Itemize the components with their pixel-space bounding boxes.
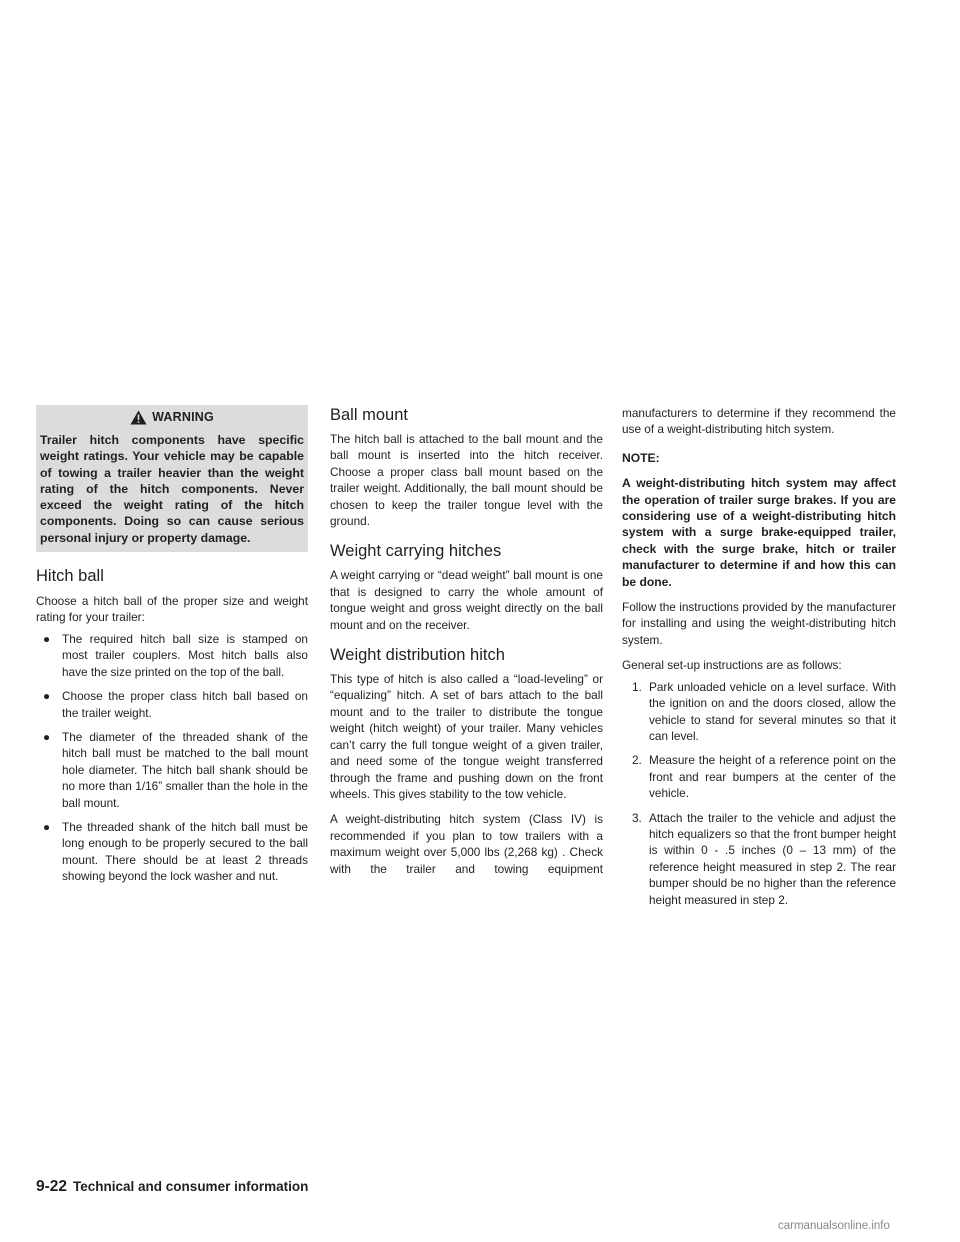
list-item: 3. Attach the trailer to the vehicle and adjust the hitch equalizers so that the front bumper height is within 0 - .5 inches (0 – 13 mm) of the reference height measured in step 2. The rear bumper should be no higher than the reference height measured in step 2.: [632, 810, 896, 907]
list-item: ● The diameter of the threaded shank of the hitch ball must be matched to the ball mount hole diameter. The hitch ball shank should be no more than 1/16” smaller than the hole in the ball mount.: [43, 729, 308, 810]
watermark-text: carmanualsonline.info: [778, 1220, 890, 1232]
column-left: [36, 405, 308, 885]
weight-carrying-heading: Weight carrying hitches: [330, 542, 502, 561]
weight-distribution-text-1: This type of hitch is also called a “load-leveling” or “equalizing” hitch. A set of bars attach to the ball mount and to the trailer to distribute the tongue weight (hitch weight) of your trailer. Many vehicles can’t carry the full tongue weight of a given trailer, and need some of the tongue weight transferred through the frame and pushing down on the front wheels. This gives stability to the tow vehicle.: [330, 672, 603, 801]
list-item: 2. Measure the height of a reference point on the front and rear bumpers at the center of the vehicle.: [632, 753, 896, 801]
column-middle: [330, 405, 603, 877]
bullet-icon: ●: [43, 729, 51, 744]
list-item: ● The required hitch ball size is stamped on most trailer couplers. Most hitch balls also have the size printed on the top of the ball.: [43, 631, 308, 679]
hitch-ball-heading: Hitch ball: [36, 567, 104, 586]
column-right: [622, 405, 896, 908]
hitch-ball-list: [36, 631, 308, 885]
hitch-ball-intro: Choose a hitch ball of the proper size and weight rating for your trailer:: [36, 594, 308, 625]
continued-text-spacer: [622, 405, 896, 438]
weight-distribution-text-2-continued: manufacturers to determine if they recommend the use of a weight-distributing hitch system.: [622, 406, 896, 437]
follow-instructions-text: Follow the instructions provided by the manufacturer for installing and using the weight-distributing hitch system.: [622, 600, 896, 647]
list-item: ● The threaded shank of the hitch ball must be long enough to be properly secured to the ball mount. There should be at least 2 threads showing beyond the lock washer and nut.: [43, 819, 308, 884]
bullet-icon: ●: [43, 631, 51, 646]
ball-mount-text: The hitch ball is attached to the ball mount and the ball mount is inserted into the hitch receiver. Choose a proper class ball mount based on the trailer weight. Additionally, the ball mount should be chosen to keep the trailer tongue level with the ground.: [330, 432, 603, 529]
list-item: 1. Park unloaded vehicle on a level surface. With the ignition on and the doors closed, allow the vehicle to stand for several minutes so that it can level.: [632, 679, 896, 743]
note-text: A weight-distributing hitch system may affect the operation of trailer surge brakes. If you are considering use of a weight-distributing hitch system with a surge brake-equipped trailer, check with the surge brake, hitch or trailer manufacturer to determine if and how this can be done.: [622, 476, 896, 589]
section-title: Technical and consumer information: [73, 1179, 309, 1194]
weight-distribution-text-2: A weight-distributing hitch system (Class IV) is recommended if you plan to tow trailers with a maximum weight over 5,000 lbs (2,268 kg) . Check with the trailer and towing equipment: [330, 812, 603, 876]
ball-mount-heading: Ball mount: [330, 406, 408, 424]
warning-header: [36, 405, 308, 429]
setup-intro: General set-up instructions are as follows:: [622, 658, 842, 673]
page-footer: [36, 1178, 308, 1196]
note-label: NOTE:: [622, 450, 660, 465]
bullet-icon: ●: [43, 819, 51, 834]
setup-steps-list: [622, 679, 896, 908]
warning-box: [36, 405, 308, 552]
weight-distribution-heading: Weight distribution hitch: [330, 646, 505, 665]
bullet-icon: ●: [43, 689, 51, 704]
warning-label: WARNING: [152, 410, 214, 424]
list-item: ● Choose the proper class hitch ball based on the trailer weight.: [43, 689, 308, 720]
warning-text: Trailer hitch components have specific weight ratings. Your vehicle may be capable of towing a trailer heavier than the weight rating of the hitch components. Never exceed the weight rating of the hitch components. Doing so can cause serious personal injury or property damage.: [40, 433, 304, 545]
page-number: 9-22: [36, 1178, 68, 1195]
weight-carrying-text: A weight carrying or “dead weight” ball mount is one that is designed to carry the whole amount of tongue weight and gross weight directly on the ball mount and on the receiver.: [330, 568, 603, 632]
warning-triangle-icon: [130, 410, 147, 425]
